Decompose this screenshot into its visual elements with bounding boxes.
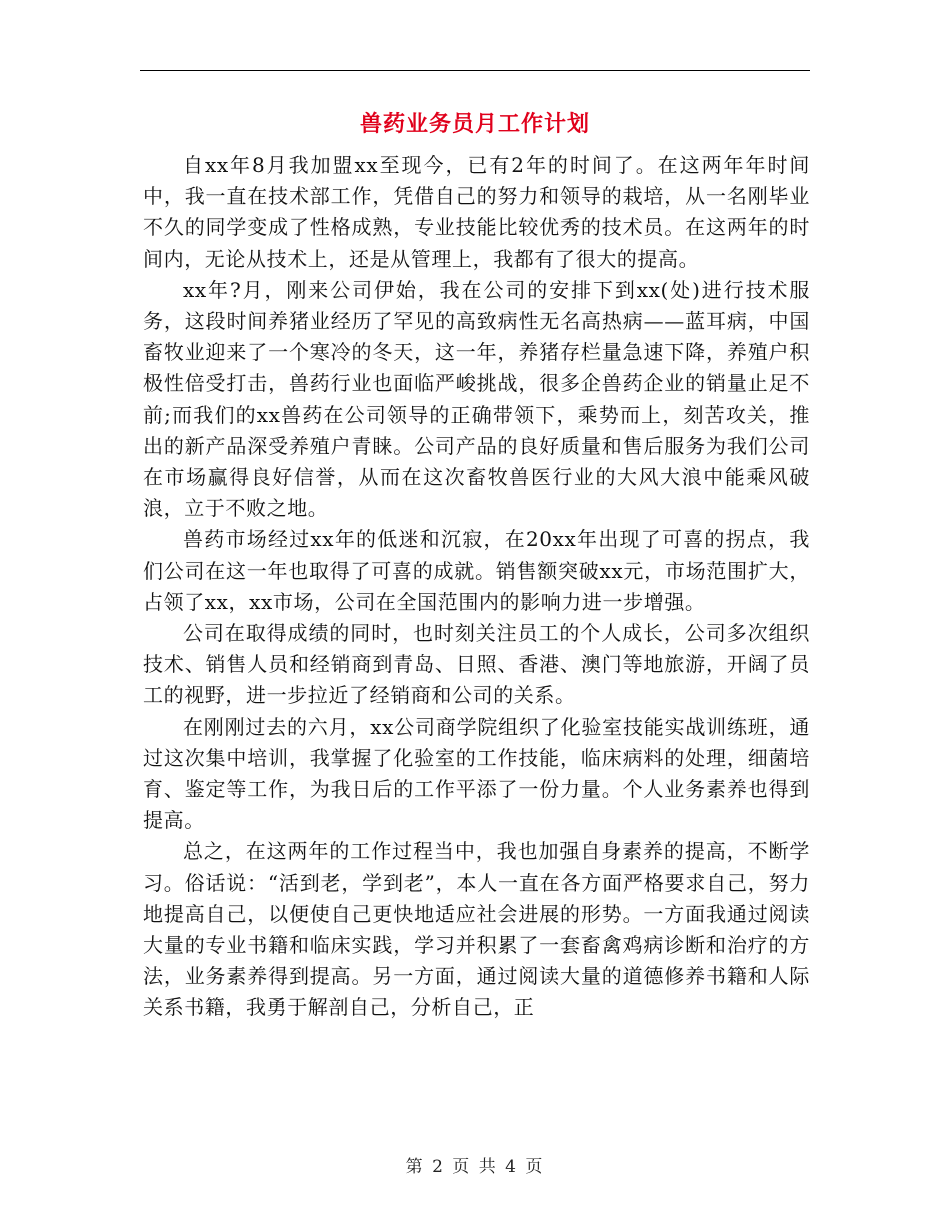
paragraph-1: 自xx年8月我加盟xx至现今，已有2年的时间了。在这两年年时间中，我一直在技术部工作，凭借自己的努力和领导的栽培，从一名刚毕业不久的同学变成了性格成熟，专业技能比较优秀的技术员。在这两年的时间内，无论从技术上，还是从管理上，我都有了很大的提高。 bbox=[143, 153, 810, 271]
page-number-footer: 第 2 页 共 4 页 bbox=[405, 1157, 545, 1177]
paragraph-5: 在刚刚过去的六月，xx公司商学院组织了化验室技能实战训练班，通过这次集中培训，我掌握了化验室的工作技能，临床病料的处理，细菌培育、鉴定等工作，为我日后的工作平添了一份力量。个人业务素养也得到提高。 bbox=[143, 714, 810, 833]
document-body bbox=[143, 150, 810, 1024]
document-title: 兽药业务员月工作计划 bbox=[359, 111, 590, 137]
paragraph-6: 总之，在这两年的工作过程当中，我也加强自身素养的提高，不断学习。俗话说：“活到老，学到老”，本人一直在各方面严格要求自己，努力地提高自己，以便使自己更快地适应社会进展的形势。一方面我通过阅读大量的专业书籍和临床实践，学习并积累了一套畜禽鸡病诊断和治疗的方法，业务素养得到提高。另一方面，通过阅读大量的道德修养书籍和人际关系书籍，我勇于解剖自己，分析自己，正 bbox=[143, 839, 810, 1020]
header-rule bbox=[140, 70, 810, 71]
paragraph-2: xx年?月，刚来公司伊始，我在公司的安排下到xx(处)进行技术服务，这段时间养猪业经历了罕见的高致病性无名高热病——蓝耳病，中国畜牧业迎来了一个寒冷的冬天，这一年，养猪存栏量急速下降，养殖户积极性倍受打击，兽药行业也面临严峻挑战，很多企兽药企业的销量止足不前;而我们的xx兽药在公司领导的正确带领下，乘势而上，刻苦攻关，推出的新产品深受养殖户青睐。公司产品的良好质量和售后服务为我们公司在市场赢得良好信誉，从而在这次畜牧兽医行业的大风大浪中能乘风破浪，立于不败之地。 bbox=[143, 277, 810, 521]
paragraph-3: 兽药市场经过xx年的低迷和沉寂，在20xx年出现了可喜的拐点，我们公司在这一年也取得了可喜的成就。销售额突破xx元，市场范围扩大，占领了xx，xx市场，公司在全国范围内的影响力进一步增强。 bbox=[143, 527, 810, 614]
paragraph-4: 公司在取得成绩的同时，也时刻关注员工的个人成长，公司多次组织技术、销售人员和经销商到青岛、日照、香港、澳门等地旅游，开阔了员工的视野，进一步拉近了经销商和公司的关系。 bbox=[143, 621, 810, 708]
